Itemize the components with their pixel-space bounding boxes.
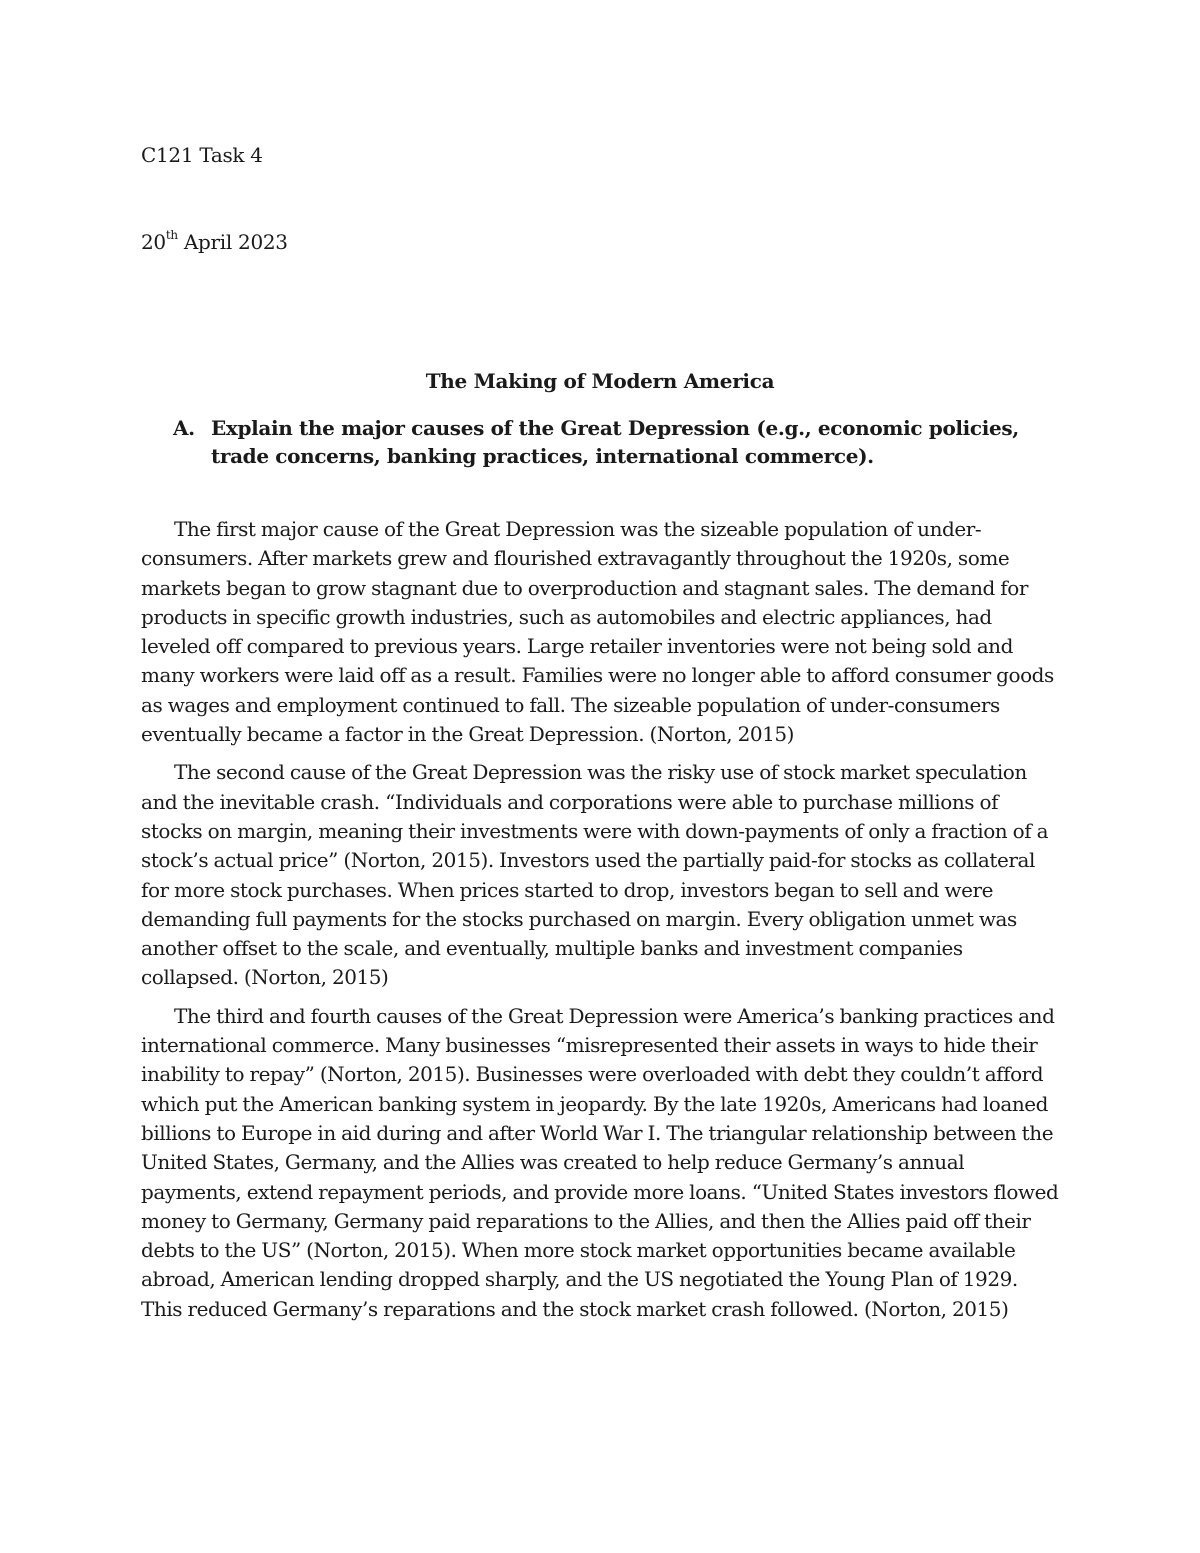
paragraph-first-cause: The first major cause of the Great Depression was the sizeable population of under-consumers. After markets grew and flourished extravagantly throughout the 1920s, some markets began to grow stagnant due to overproduction and stagnant sales. The demand for products in specific growth industries, such as automobiles and electric appliances, had leveled off compared to previous years. Large retailer inventories were not being sold and many workers were laid off as a result. Families were no longer able to afford consumer goods as wages and employment continued to fall. The sizeable population of under-consumers eventually became a factor in the Great Depression. (Norton, 2015)	[141, 517, 1054, 747]
course-task-label: C121 Task 4	[141, 143, 263, 167]
question-marker: A.	[173, 416, 195, 440]
date-ordinal-suffix: th	[165, 228, 178, 243]
paragraph-third-fourth-causes: The third and fourth causes of the Great Depression were America’s banking practices and international commerce. Many businesses “misrepresented their assets in ways to hide their inability to repay” (Norton, 2015). Businesses were overloaded with debt they couldn’t afford which put the American banking system in jeopardy. By the late 1920s, Americans had loaned billions to Europe in aid during and after World War I. The triangular relationship between the United States, Germany, and the Allies was created to help reduce Germany’s annual payments, extend repayment periods, and provide more loans. “United States investors flowed money to Germany, Germany paid reparations to the Allies, and then the Allies paid off their debts to the US” (Norton, 2015). When more stock market opportunities became available abroad, American lending dropped sharply, and the US negotiated the Young Plan of 1929. This reduced Germany’s reparations and the stock market crash followed. (Norton, 2015)	[141, 1003, 1059, 1321]
question-heading	[173, 414, 1053, 470]
question-text: Explain the major causes of the Great Depression (e.g., economic policies, trade concerns, banking practices, international commerce).	[211, 416, 1019, 468]
essay-body	[141, 515, 1061, 1333]
paragraph-second-cause: The second cause of the Great Depression was the risky use of stock market speculation and the inevitable crash. “Individuals and corporations were able to purchase millions of stocks on margin, meaning their investments were with down-payments of only a fraction of a stock’s actual price” (Norton, 2015). Investors used the partially paid-for stocks as collateral for more stock purchases. When prices started to drop, investors began to sell and were demanding full payments for the stocks purchased on margin. Every obligation unmet was another offset to the scale, and eventually, multiple banks and investment companies collapsed. (Norton, 2015)	[141, 760, 1049, 990]
document-title: The Making of Modern America	[425, 369, 775, 393]
document-date	[141, 230, 288, 254]
date-day: 20	[141, 230, 166, 254]
date-month-year: April 2023	[177, 230, 288, 254]
